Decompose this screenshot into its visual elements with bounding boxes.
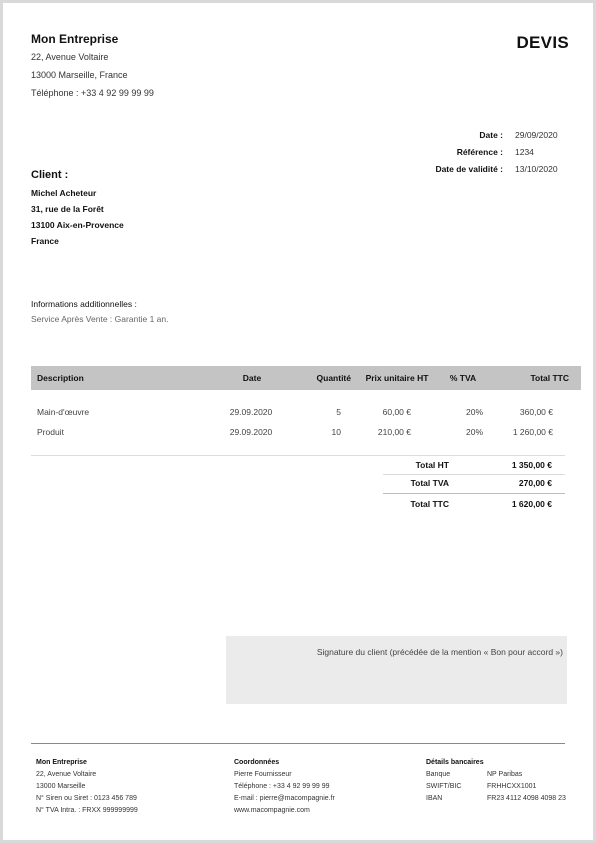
- row-quantity: 10: [331, 427, 341, 437]
- row-quantity: 5: [336, 407, 341, 417]
- footer-company-line: N° TVA Intra. : FRXX 999999999: [36, 807, 138, 814]
- footer-company: [36, 759, 216, 823]
- company-city: 13000 Marseille, France: [31, 70, 128, 80]
- footer-contact-email[interactable]: E-mail : pierre@macompagnie.fr: [234, 795, 335, 802]
- col-vat: % TVA: [449, 373, 477, 383]
- footer-contact-title: Coordonnées: [234, 759, 280, 766]
- meta-validity-value: 13/10/2020: [515, 164, 558, 174]
- quote-page: [3, 3, 593, 840]
- table-row: [31, 407, 581, 421]
- footer-bank-title: Détails bancaires: [426, 759, 484, 766]
- total-ttc-value: 1 620,00 €: [511, 499, 552, 509]
- total-tva-label: Total TVA: [410, 478, 449, 488]
- row-date: 29.09.2020: [229, 407, 273, 417]
- meta-validity-label: Date de validité :: [435, 164, 503, 174]
- client-title: Client :: [31, 169, 69, 181]
- footer-bank: [426, 759, 588, 823]
- client-city: 13100 Aix-en-Provence: [31, 220, 124, 230]
- client-street: 31, rue de la Forêt: [31, 204, 104, 214]
- footer-company-line: 13000 Marseille: [36, 783, 86, 790]
- table-row: [31, 427, 581, 441]
- row-unit-price: 210,00 €: [377, 427, 411, 437]
- meta-reference-label: Référence :: [456, 147, 503, 157]
- footer-company-title: Mon Entreprise: [36, 759, 87, 766]
- footer-bank-value: FR23 4112 4098 4098 23: [487, 795, 566, 802]
- total-ht-label: Total HT: [415, 460, 449, 470]
- row-vat: 20%: [465, 427, 483, 437]
- col-total: Total TTC: [530, 373, 569, 383]
- row-vat: 20%: [465, 407, 483, 417]
- footer-bank-label: IBAN: [426, 795, 443, 802]
- col-date: Date: [242, 373, 262, 383]
- footer-divider: [31, 743, 565, 744]
- footer-bank-value: NP Paribas: [487, 771, 523, 778]
- footer-contact-line: Téléphone : +33 4 92 99 99 99: [234, 783, 330, 790]
- footer-contact-line: Pierre Fournisseur: [234, 771, 292, 778]
- total-ht-value: 1 350,00 €: [511, 460, 552, 470]
- row-description: Produit: [37, 427, 64, 437]
- total-ttc-label: Total TTC: [410, 499, 449, 509]
- client-country: France: [31, 236, 59, 246]
- info-text: Service Après Vente : Garantie 1 an.: [31, 314, 169, 324]
- footer-company-line: N° Siren ou Siret : 0123 456 789: [36, 795, 137, 802]
- signature-label: Signature du client (précédée de la mention « Bon pour accord »): [316, 647, 563, 657]
- footer-bank-value: FRHHCXX1001: [487, 783, 537, 790]
- info-title: Informations additionnelles :: [31, 299, 137, 309]
- signature-box[interactable]: [226, 636, 567, 704]
- meta-date-value: 29/09/2020: [515, 130, 558, 140]
- totals-divider: [383, 493, 565, 494]
- row-date: 29.09.2020: [229, 427, 273, 437]
- document-title: DEVIS: [516, 33, 569, 52]
- footer-bank-label: SWIFT/BIC: [426, 783, 462, 790]
- company-name: Mon Entreprise: [31, 32, 119, 46]
- company-address: 22, Avenue Voltaire: [31, 52, 109, 62]
- client-name: Michel Acheteur: [31, 188, 97, 198]
- meta-date-label: Date :: [479, 130, 503, 140]
- col-unit-price: Prix unitaire HT: [365, 373, 429, 383]
- row-unit-price: 60,00 €: [382, 407, 411, 417]
- col-description: Description: [37, 373, 84, 383]
- company-phone: Téléphone : +33 4 92 99 99 99: [31, 88, 154, 98]
- total-tva-value: 270,00 €: [518, 478, 552, 488]
- row-description: Main-d'œuvre: [37, 407, 90, 417]
- footer-company-line: 22, Avenue Voltaire: [36, 771, 97, 778]
- footer-bank-label: Banque: [426, 771, 451, 778]
- table-divider: [31, 455, 565, 456]
- row-total: 1 260,00 €: [512, 427, 553, 437]
- col-quantity: Quantité: [316, 373, 351, 383]
- totals-divider: [383, 474, 565, 475]
- footer-contact-website[interactable]: www.macompagnie.com: [234, 807, 310, 814]
- table-header: [31, 366, 581, 390]
- row-total: 360,00 €: [519, 407, 553, 417]
- meta-reference-value: 1234: [515, 147, 534, 157]
- footer-contact: [234, 759, 414, 823]
